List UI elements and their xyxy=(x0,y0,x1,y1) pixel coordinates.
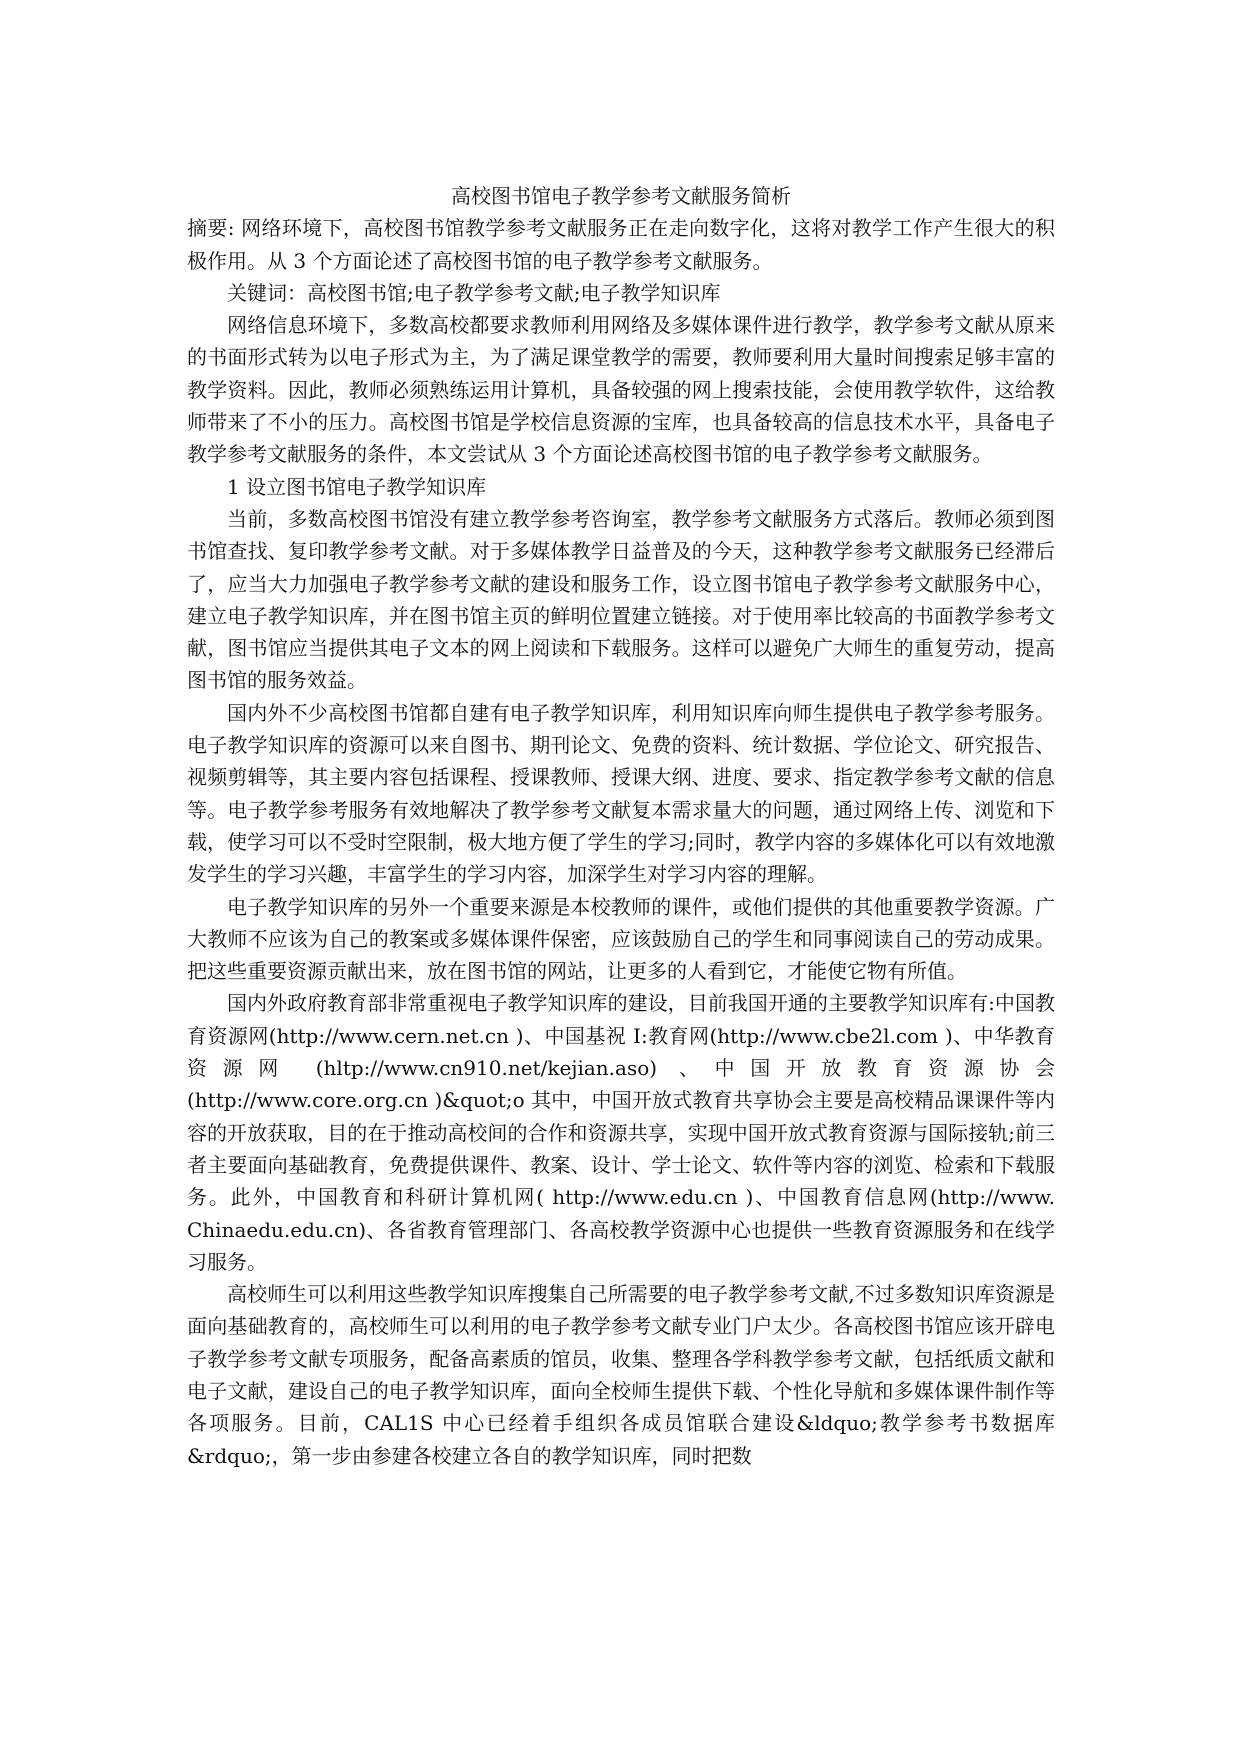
section-heading: 1 设立图书馆电子教学知识库 xyxy=(227,474,487,499)
document-title: 高校图书馆电子教学参考文献服务简析 xyxy=(451,184,791,208)
body-paragraph: 电子教学知识库的另外一个重要来源是本校教师的课件，或他们提供的其他重要教学资源。广大教师不应该为自己的教案或多媒体课件保密，应该鼓励自己的学生和同事阅读自己的劳动成果。把这些重要资源贡献出来，放在图书馆的网站，让更多的人看到它，才能使它物有所值。 xyxy=(187,894,1055,984)
document-page xyxy=(187,180,1055,1472)
body-paragraph: 当前，多数高校图书馆没有建立教学参考咨询室，教学参考文献服务方式落后。教师必须到图书馆查找、复印教学参考文献。对于多媒体教学日益普及的今天，这种教学参考文献服务已经滞后了，应当大力加强电子教学参考文献的建设和服务工作，设立图书馆电子教学参考文献服务中心，建立电子教学知识库，并在图书馆主页的鲜明位置建立链接。对于使用率比较高的书面教学参考文献，图书馆应当提供其电子文本的网上阅读和下载服务。这样可以避免广大师生的重复劳动，提高图书馆的服务效益。 xyxy=(187,506,1055,693)
abstract-paragraph: 摘要: 网络环境下，高校图书馆教学参考文献服务正在走向数字化，这将对教学工作产生很大的积极作用。从 3 个方面论述了高校图书馆的电子教学参考文献服务。 xyxy=(187,216,1055,273)
body-paragraph: 高校师生可以利用这些教学知识库搜集自己所需要的电子教学参考文献,不过多数知识库资源是面向基础教育的，高校师生可以利用的电子教学参考文献专业门户太少。各高校图书馆应该开辟电子教学参考文献专项服务，配备高素质的馆员，收集、整理各学科教学参考文献，包括纸质文献和电子文献，建设自己的电子教学知识库，面向全校师生提供下载、个性化导航和多媒体课件制作等各项服务。目前，CAL1S 中心已经着手组织各成员馆联合建设&ldquo;教学参考书数据库&rdquo;，第一步由参建各校建立各自的教学知识库，同时把数 xyxy=(187,1282,1055,1468)
keywords-paragraph: 关键词：高校图书馆;电子教学参考文献;电子教学知识库 xyxy=(227,280,721,305)
body-paragraph: 国内外不少高校图书馆都自建有电子教学知识库，利用知识库向师生提供电子教学参考服务。电子教学知识库的资源可以来自图书、期刊论文、免费的资料、统计数据、学位论文、研究报告、视频剪辑等，其主要内容包括课程、授课教师、授课大纲、进度、要求、指定教学参考文献的信息等。电子教学参考服务有效地解决了教学参考文献复本需求量大的问题，通过网络上传、浏览和下载，使学习可以不受时空限制，极大地方便了学生的学习;同时，教学内容的多媒体化可以有效地激发学生的学习兴趣，丰富学生的学习内容，加深学生对学习内容的理解。 xyxy=(187,700,1055,887)
body-paragraph-intro: 网络信息环境下，多数高校都要求教师利用网络及多媒体课件进行教学，教学参考文献从原来的书面形式转为以电子形式为主，为了满足课堂教学的需要，教师要利用大量时间搜索足够丰富的教学资料。因此，教师必须熟练运用计算机，具备较强的网上搜索技能，会使用教学软件，这给教师带来了不小的压力。高校图书馆是学校信息资源的宝库，也具备较高的信息技术水平，具备电子教学参考文献服务的条件，本文尝试从 3 个方面论述高校图书馆的电子教学参考文献服务。 xyxy=(187,313,1055,467)
body-paragraph: 国内外政府教育部非常重视电子教学知识库的建设，目前我国开通的主要教学知识库有:中国教育资源网(http://www.cern.net.cn )、中国基祝 I:教育网(http://www.cbe2l.com )、中华教育资源网 (hltp://www.cn910.net/kejian.aso) 、中国开放教育资源协会(http://www.core.org.cn )&quot;o 其中，中国开放式教育共享协会主要是高校精品课课件等内容的开放获取，目的在于推动高校间的合作和资源共享，实现中国开放式教育资源与国际接轨;前三者主要面向基础教育，免费提供课件、教案、设计、学士论文、软件等内容的浏览、检索和下载服务。此外，中国教育和科研计算机网( http://www.edu.cn )、中国教育信息网(http://www. Chinaedu.edu.cn)、各省教育管理部门、各高校教学资源中心也提供一些教育资源服务和在线学习服务。 xyxy=(187,991,1055,1274)
